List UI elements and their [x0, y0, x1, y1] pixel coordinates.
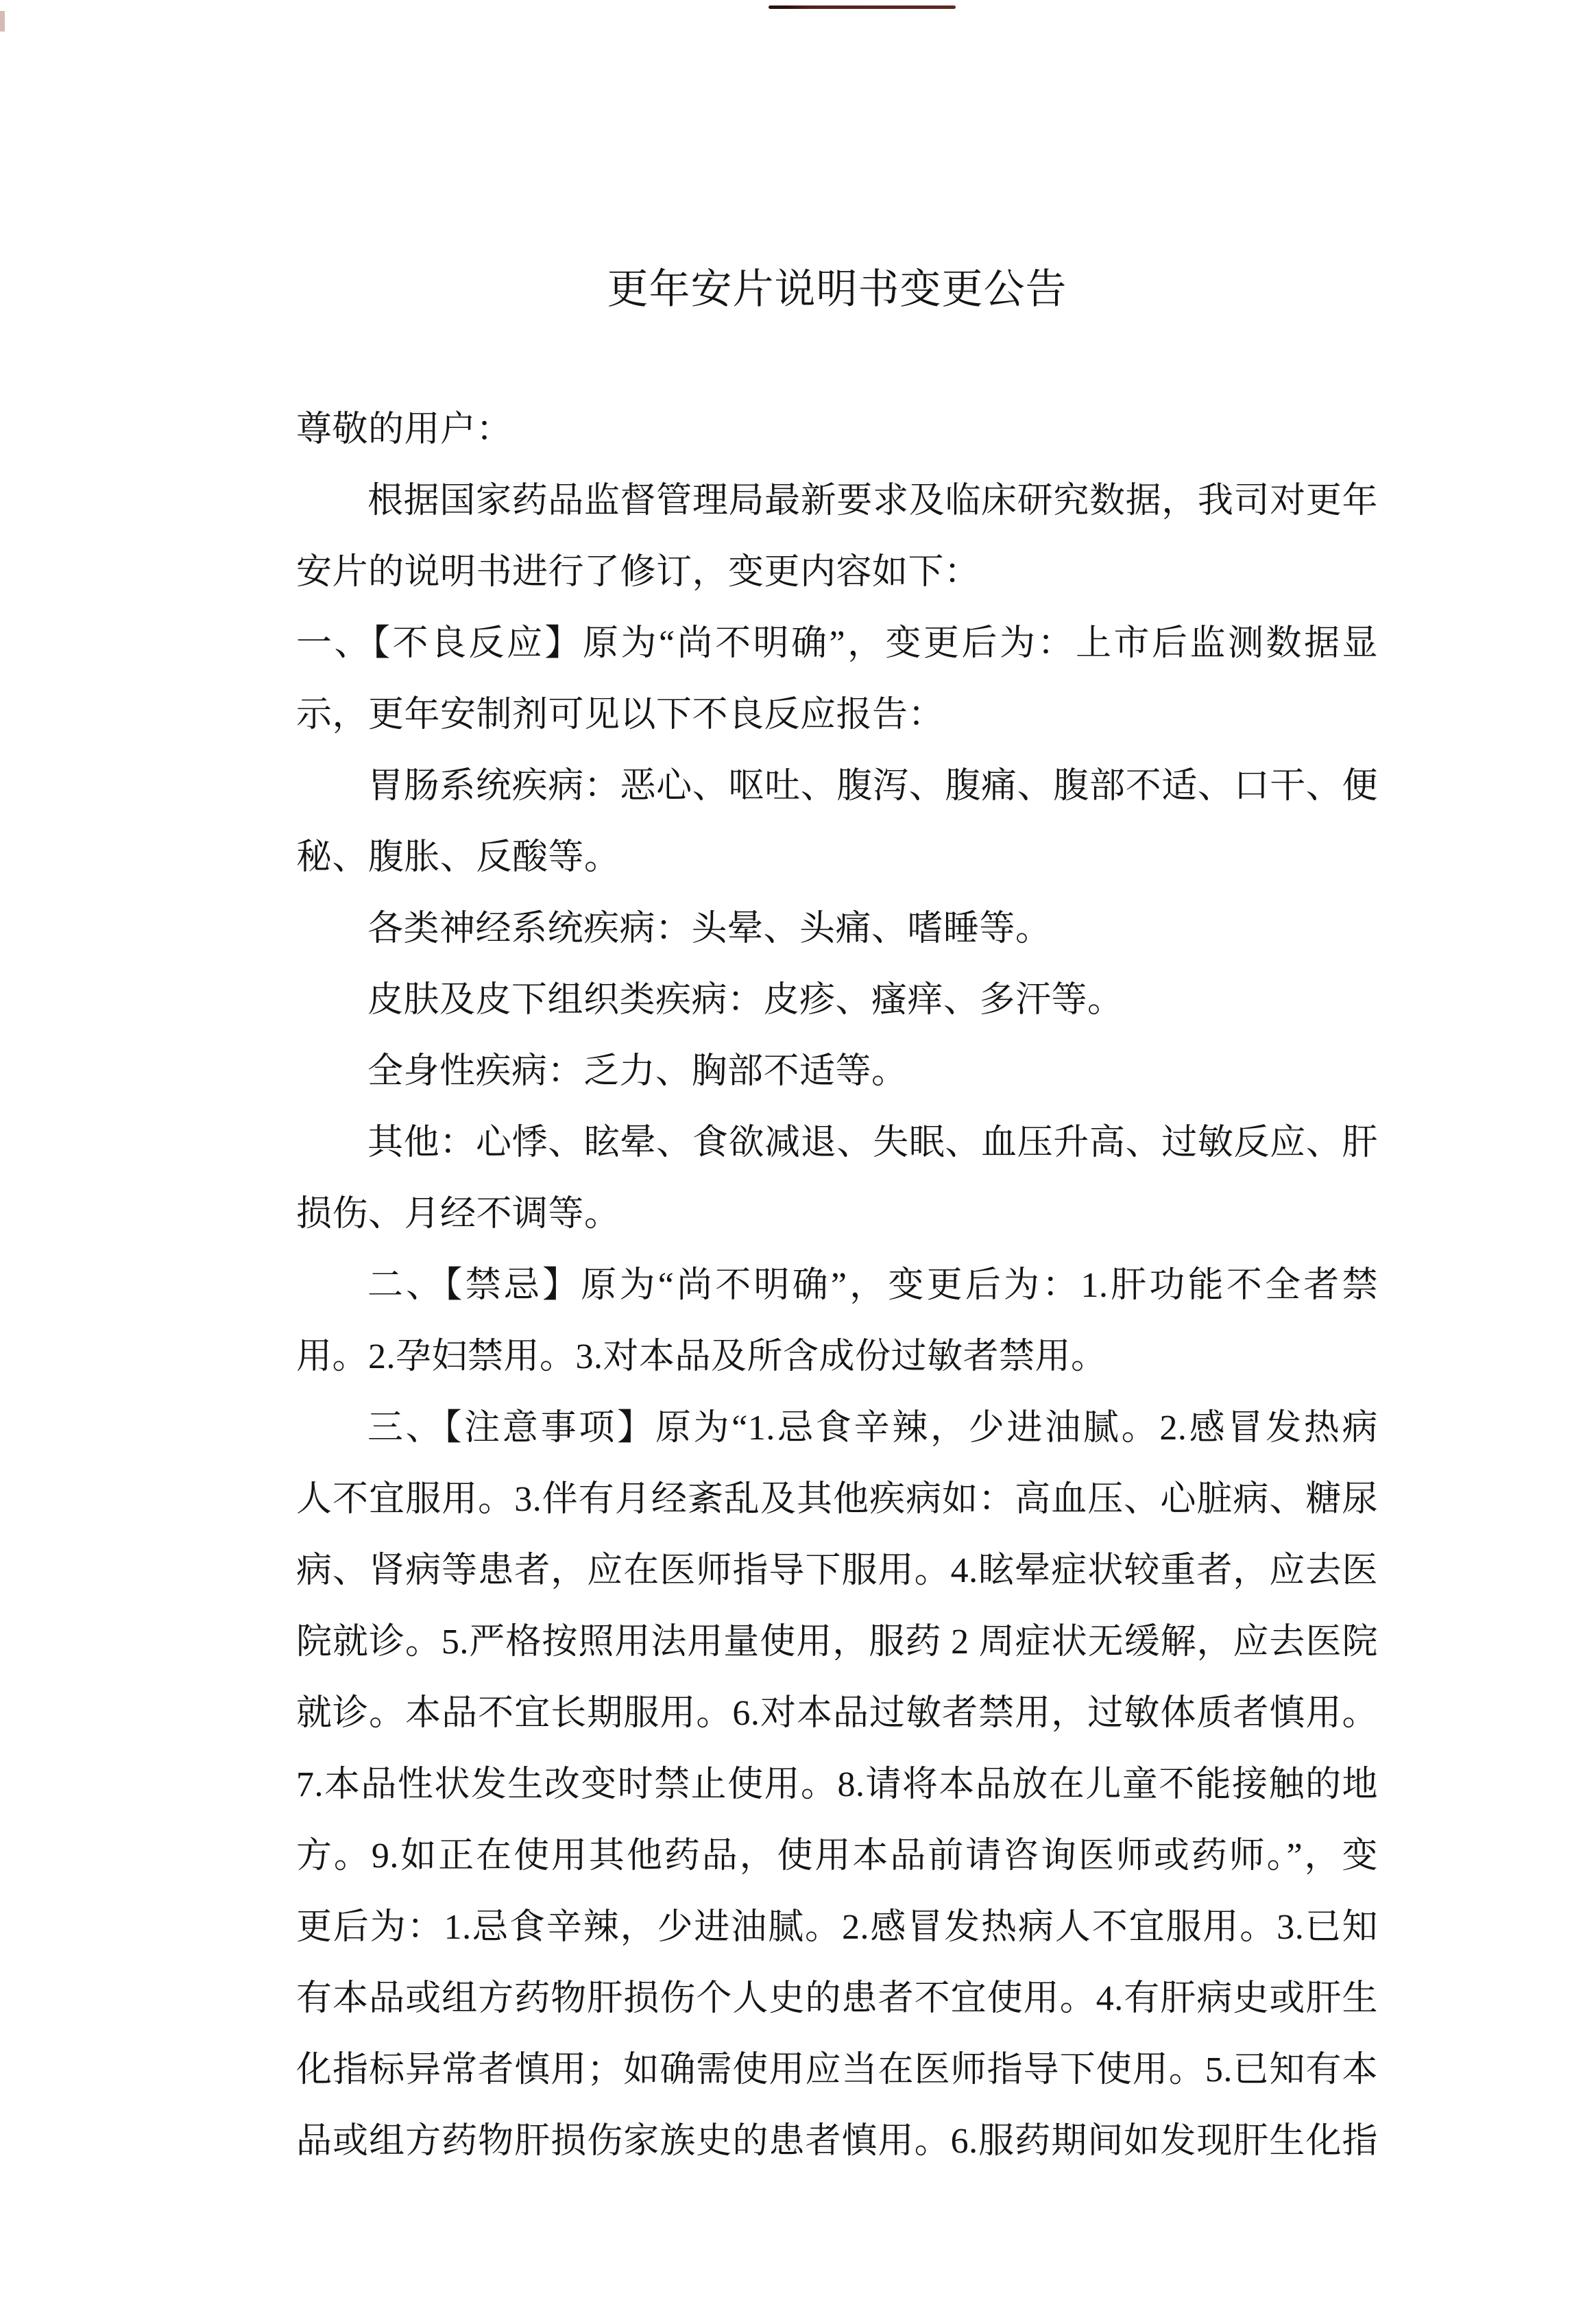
document-line: 其他：心悸、眩晕、食欲减退、失眠、血压升高、过敏反应、肝 [367, 1123, 1378, 1162]
document-line: 更后为：1.忌食辛辣，少进油腻。2.感冒发热病人不宜服用。3.已知 [296, 1908, 1378, 1947]
document-line: 有本品或组方药物肝损伤个人史的患者不宜使用。4.有肝病史或肝生 [296, 1979, 1378, 2018]
document-line: 化指标异常者慎用；如确需使用应当在医师指导下使用。5.已知有本 [296, 2050, 1378, 2090]
document-line: 用。2.孕妇禁用。3.对本品及所含成份过敏者禁用。 [296, 1337, 1107, 1376]
document-line: 秘、腹胀、反酸等。 [296, 838, 620, 877]
document-line: 病、肾病等患者，应在医师指导下服用。4.眩晕症状较重者，应去医 [296, 1551, 1378, 1590]
document-line: 二、【禁忌】原为“尚不明确”，变更后为：1.肝功能不全者禁 [367, 1266, 1378, 1305]
document-line: 方。9.如正在使用其他药品，使用本品前请咨询医师或药师。”，变 [296, 1836, 1378, 1876]
document-line: 胃肠系统疾病：恶心、呕吐、腹泻、腹痛、腹部不适、口干、便 [367, 767, 1378, 806]
document-line: 全身性疾病：乏力、胸部不适等。 [367, 1052, 908, 1091]
document-line: 尊敬的用户： [296, 410, 513, 449]
document-line: 品或组方药物肝损伤家族史的患者慎用。6.服药期间如发现肝生化指 [296, 2122, 1378, 2161]
document-line: 根据国家药品监督管理局最新要求及临床研究数据，我司对更年 [367, 481, 1378, 520]
document-line: 三、【注意事项】原为“1.忌食辛辣，少进油腻。2.感冒发热病 [367, 1409, 1378, 1448]
document-line: 示，更年安制剂可见以下不良反应报告： [296, 695, 945, 734]
document-line: 皮肤及皮下组织类疾病：皮疹、瘙痒、多汗等。 [367, 981, 1124, 1020]
document-line: 就诊。本品不宜长期服用。6.对本品过敏者禁用，过敏体质者慎用。 [296, 1694, 1378, 1733]
page-title: 更年安片说明书变更公告 [607, 267, 1067, 312]
document-line: 院就诊。5.严格按照用法用量使用，服药 2 周症状无缓解，应去医院 [296, 1623, 1378, 1662]
scan-artifact-line [769, 5, 956, 9]
document-body [296, 394, 1378, 2177]
document-content [296, 254, 1378, 2177]
document-line: 人不宜服用。3.伴有月经紊乱及其他疾病如：高血压、心脏病、糖尿 [296, 1480, 1378, 1519]
document-line: 一、【不良反应】原为“尚不明确”，变更后为：上市后监测数据显 [296, 624, 1378, 663]
page-edge-artifact [0, 11, 5, 32]
document-line: 安片的说明书进行了修订，变更内容如下： [296, 553, 980, 592]
document-line: 7.本品性状发生改变时禁止使用。8.请将本品放在儿童不能接触的地 [296, 1765, 1378, 1804]
document-line: 损伤、月经不调等。 [296, 1195, 620, 1234]
document-line: 各类神经系统疾病：头晕、头痛、嗜睡等。 [367, 909, 1052, 948]
